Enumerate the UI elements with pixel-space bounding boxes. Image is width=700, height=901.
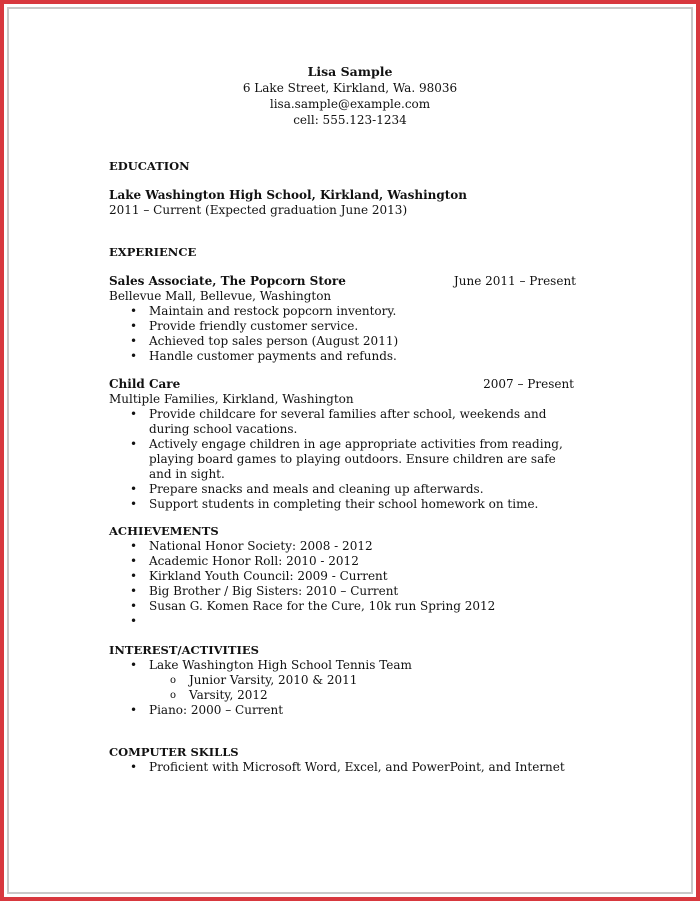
sub-list-item: o Junior Varsity, 2010 & 2011 [109, 673, 589, 688]
resume-header [0, 64, 700, 128]
job-duties-list [109, 304, 576, 364]
education-school: Lake Washington High School, Kirkland, Washington [109, 188, 468, 202]
job-location: Bellevue Mall, Bellevue, Washington [109, 289, 332, 303]
candidate-email: lisa.sample@example.com [269, 97, 431, 111]
job-dates: 2007 – Present [483, 377, 574, 391]
list-item: • Proficient with Microsoft Word, Excel, and PowerPoint, and Internet [109, 760, 589, 775]
candidate-phone: cell: 555.123-1234 [293, 113, 407, 127]
candidate-address: 6 Lake Street, Kirkland, Wa. 98036 [242, 81, 458, 95]
list-item: • Support students in completing their school homework on time. [109, 497, 579, 512]
list-item: • Lake Washington High School Tennis Team [109, 658, 589, 673]
sub-list-item: o Varsity, 2012 [109, 688, 589, 703]
list-item: • National Honor Society: 2008 - 2012 [109, 539, 589, 554]
job-entry [109, 274, 576, 364]
candidate-name: Lisa Sample [307, 64, 393, 79]
achievements-list [109, 539, 589, 629]
job-title-row [109, 377, 574, 392]
list-item: • Actively engage children in age appropriate activities from reading, playing board games to playing outdoors. Ensure children are safe and in sight. [109, 437, 579, 482]
list-item: • Susan G. Komen Race for the Cure, 10k run Spring 2012 [109, 599, 589, 614]
list-item: • Big Brother / Big Sisters: 2010 – Current [109, 584, 589, 599]
job-duties-list [109, 407, 579, 512]
list-item: • Piano: 2000 – Current [109, 703, 589, 718]
list-item: • Provide childcare for several families after school, weekends and during school vacations. [109, 407, 579, 437]
experience-heading: EXPERIENCE [109, 245, 197, 259]
education-dates: 2011 – Current (Expected graduation June 2013) [109, 203, 408, 217]
interests-heading: INTEREST/ACTIVITIES [109, 643, 259, 657]
list-item: • Academic Honor Roll: 2010 - 2012 [109, 554, 589, 569]
job-title-row [109, 274, 576, 289]
job-title: Sales Associate, The Popcorn Store [109, 274, 346, 288]
achievements-heading: ACHIEVEMENTS [109, 524, 219, 538]
job-location: Multiple Families, Kirkland, Washington [109, 392, 354, 406]
list-item: • Maintain and restock popcorn inventory. [109, 304, 576, 319]
job-dates: June 2011 – Present [453, 274, 576, 288]
empty-list-item [109, 614, 589, 629]
skills-heading: COMPUTER SKILLS [109, 745, 239, 759]
list-item: • Provide friendly customer service. [109, 319, 576, 334]
interests-list [109, 658, 589, 718]
list-item: • Achieved top sales person (August 2011) [109, 334, 576, 349]
skills-list [109, 760, 589, 775]
list-item: • Handle customer payments and refunds. [109, 349, 576, 364]
list-item: • Kirkland Youth Council: 2009 - Current [109, 569, 589, 584]
education-heading: EDUCATION [109, 159, 190, 173]
list-item: • Prepare snacks and meals and cleaning up afterwards. [109, 482, 579, 497]
education-section [109, 188, 589, 218]
job-title: Child Care [109, 377, 181, 391]
job-entry [109, 377, 574, 512]
